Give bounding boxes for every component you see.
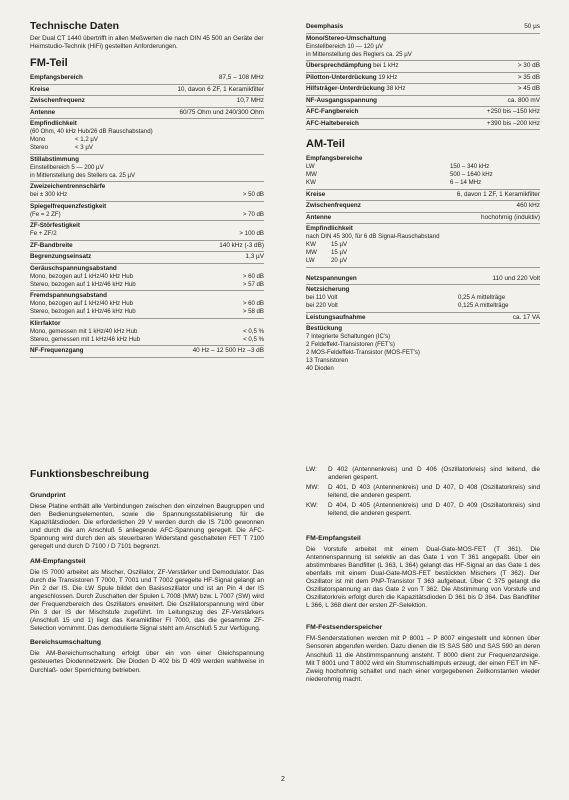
paragraph-fm-festsenderspeicher: FM-Senderstationen werden mit P 8001 – P 8007 eingestellt und können über Sensoren abgerufen werden. Dazu dienen die IS SAS 580 und SAS 590 an deren Anschluß 11 die Abstimmspannung ansteht. T 8000 dient zur Frequenzanzeige. Mit T 8001 und T 8002 wird ein Stummschaltimpuls erzeugt, der einen FET im NF-Zweig hochohmig schaltet und nach einer vorgegebenen Zeitkonstanten wieder niederohmig macht. (306, 635, 540, 683)
label: Übersprechdämpfung (306, 62, 372, 69)
am-antenne (306, 213, 540, 225)
fm-kreise (30, 85, 264, 97)
mono-label: Mono (30, 136, 46, 144)
value: 87,5 – 108 MHz (218, 74, 264, 82)
value-2: > 58 dB (242, 308, 264, 316)
paragraph-am-empfangsteil: Die IS 7000 arbeitet als Mischer, Oszillator, ZF-Verstärker und Demodulator. Das durch die Transistoren T 7000, T 7001 und T 7002 geregelte HF-Signal gelangt an Pin 2 der IS. Die LW Spule bildet den Basisoszillator und ist an Pin 4 der IS angeschlossen. Durch Zuschalten der Spulen L 7008 (MW) bzw. L 7007 (SW) wird der Frequenzbereich des Oszillators erweitert. Die Oszillatorspannung wird über Pin 3 der IS der Mischstufe zugeführt. Im Leitungszug des ZF-Verstärkers (Anschluß 15 und 1) liegt das Keramikfilter FI 7000, das die gesammte ZF-Selection vornimmt. Das demodulierte Signal steht am Anschluß 5 zur Verfügung. (30, 568, 264, 633)
value: +250 bis –150 kHz (486, 108, 540, 115)
am-zwischenfrequenz (306, 201, 540, 213)
am-empfindlichkeit (306, 224, 540, 268)
item: 2 MOS-Feldeffekt-Transistor (MOS-FET's) (306, 349, 420, 356)
left-spec-column (30, 20, 264, 358)
value: 460 kHz (516, 202, 540, 209)
heading-fm-empfangsteil: FM-Empfangsteil (306, 534, 361, 542)
value-2: 0,125 A mittelträge (458, 302, 509, 309)
section-title-technische-daten: Technische Daten (30, 20, 120, 32)
value: 1,3 µV (245, 253, 264, 261)
lw-value: 150 – 340 kHz (450, 163, 490, 170)
label: AFC-Fangbereich (306, 108, 359, 115)
label: ZF-Störfestigkeit (30, 222, 81, 230)
fm-antenne (30, 108, 264, 120)
paragraph-bereichsumschaltung: Die AM-Bereichumschaltung erfolgt über ein von einer Gleichspannung gesteuertes Diodennetzwerk. Die Dioden D 402 bis D 409 werden wahlweise in Durchlaß- oder Sperrichtung betrieben. (30, 650, 264, 674)
fm-empfindlichkeit (30, 119, 264, 155)
sub: (60 Ohm, 40 kHz Hub/26 dB Rauschabstand) (30, 128, 153, 136)
fm-nf-frequenzgang (30, 346, 264, 358)
fm-zf-stoerfestigkeit (30, 221, 264, 241)
netzsicherung (306, 285, 540, 313)
fm-afc-haltebereich (306, 119, 540, 131)
label: Bestückung (306, 325, 343, 332)
page-number: 2 (281, 776, 285, 783)
kw-label: KW (306, 241, 316, 248)
sub: 19 kHz (376, 73, 398, 81)
fm-fremdspannungsabstand (30, 291, 264, 319)
heading-bereichsumschaltung: Bereichsumschaltung (30, 639, 102, 647)
fm-nf-ausgangsspannung (306, 96, 540, 108)
right-spec-column (306, 22, 540, 375)
diode-lw (306, 466, 540, 482)
am-empfangsbereiche (306, 154, 540, 190)
paragraph-fm-empfangsteil: Die Vorstufe arbeitet mit einem Dual-Gate-MOS-FET (T 361). Die Antennenspannung ist selektiv an das Gate 1 von T 361 angepaßt. Über ein abstimmbares Bandfilter (L 363, L 364) gelangt das HF-Signal an das Gate 1 des ebenfalls mit einem Dual-Gate-MOS-FET bestückten Mischers (T 362). Der Oszillator ist mit dem PNP-Transistor T 363 aufgebaut. Über C 375 gelangt die Oszillatorspannung an das Gate 2 von T 362. Die Abstimmung von Vorstufe und Oszillatorkreis erfolgt durch die Kapazitätsdioden D 361 bis D 364. Das Bandfilter L 366, L 368 dient der ersten ZF-Selektion. (306, 545, 540, 610)
stereo-label: Stereo (30, 144, 48, 152)
value-2: < 0,5 % (243, 335, 264, 343)
fm-empfangsbereich (30, 73, 264, 85)
heading-grundprint: Grundprint (30, 492, 66, 499)
text: D 401, D 403 (Antennenkreis) und D 407, D 408 (Oszillatorkreis) sind leitend, die anderen gesperrt. (328, 484, 540, 500)
heading-am-empfangsteil: AM-Empfangsteil (30, 557, 86, 565)
stereo-value: < 3 µV (75, 144, 93, 152)
item: 40 Dioden (306, 365, 334, 372)
value: 110 und 220 Volt (492, 274, 540, 282)
label: Mono/Stereo-Umschaltung (306, 34, 387, 42)
label: Zweizeichentrennschärfe (30, 183, 106, 191)
netzspannungen (306, 274, 540, 286)
fm-hilfstraeger-unterdrueckung (306, 84, 540, 96)
value: > 70 dB (242, 210, 264, 218)
kw-value: 6 – 14 MHz (450, 179, 482, 186)
item: 13 Transistoren (306, 357, 349, 364)
label: Geräuschspannungsabstand (30, 264, 117, 272)
value: 10,7 MHz (236, 97, 264, 105)
fm-spiegelfrequenz (30, 202, 264, 222)
sub: bei 1 kHz (371, 62, 399, 69)
sub: 38 kHz (384, 85, 406, 92)
label: Leistungsaufnahme (306, 313, 366, 321)
label: Kreise (306, 190, 326, 198)
fm-zwischenfrequenz (30, 96, 264, 108)
line-2: bei 220 Volt (306, 302, 338, 309)
label: Netzsicherung (306, 286, 350, 293)
label: Deemphasis (306, 23, 344, 30)
fm-trennschaerfe (30, 182, 264, 202)
am-kreise (306, 190, 540, 202)
label: ZF-Bandbreite (30, 241, 73, 249)
fm-afc-fangbereich (306, 107, 540, 119)
label: AFC-Haltebereich (306, 119, 359, 127)
label: Spiegelfrequenzfestigkeit (30, 202, 107, 210)
lw-label: LW (306, 257, 315, 264)
mw-value: 15 µV (331, 249, 348, 256)
value: ca. 17 VA (512, 313, 540, 321)
value: 50 µs (524, 23, 540, 30)
value: hochohmig (induktiv) (481, 213, 540, 221)
label: Zwischenfrequenz (30, 97, 85, 105)
heading-fm-festsenderspeicher: FM-Festsenderspeicher (306, 624, 383, 632)
value: > 35 dB (517, 73, 540, 81)
value: ca. 800 mV (507, 96, 540, 104)
line-1: bei 110 Volt (306, 294, 338, 301)
line-1: Einstellbereich 5 — 200 µV (30, 163, 104, 171)
sub: nach DIN 45 300, für 6 dB Signal-Rauschabstand (306, 233, 440, 240)
fm-klirrfaktor (30, 319, 264, 347)
label: Begrenzungseinsatz (30, 253, 92, 261)
sub: bei ± 300 kHz (30, 191, 68, 199)
line-2: Stereo, bezogen auf 1 kHz/46 kHz Hub (30, 280, 136, 288)
item: 7 Integrierte Schaltungen (IC's) (306, 333, 391, 340)
label: Kreise (30, 85, 50, 93)
fm-stillabstimmung (30, 155, 264, 183)
value: > 30 dB (517, 62, 540, 69)
label: Hilfsträger-Unterdrückung (306, 85, 385, 92)
label: Empfangsbereiche (306, 155, 363, 162)
paragraph-grundprint: Diese Platine enthält alle Verbindungen zwischen den einzelnen Baugruppen und den Bedienungselementen, sowie die Spannungsstabilisierung für die Kapazitätsdioden. Die erforderlichen 29 V werden durch die IS 7100 gewonnen und durch die am Anschluß 5 anliegende AFC-Spannung geregelt. Die AFC-Spannung wird durch den als steuerbaren Widerstand geschalteten FET T 7100 geregelt und durch D 7100 / D 7101 begrenzt. (30, 503, 264, 551)
tag: KW: (306, 502, 318, 510)
sub: (Fe = 2 ZF) (30, 210, 61, 218)
text: D 402 (Antennenkreis) und D 406 (Oszillatorkreis) sind leitend, die anderen gesperrt. (328, 466, 540, 482)
tag: LW: (306, 466, 317, 473)
line-1: Mono, bezogen auf 1 kHz/40 kHz Hub (30, 272, 133, 280)
line-2: in Mittenstellung des Stellers ca. 25 µV (30, 171, 136, 179)
label: Netzspannungen (306, 274, 357, 282)
value-1: < 0,5 % (243, 327, 264, 335)
value: 140 kHz (-3 dB) (219, 241, 264, 249)
value: > 100 dB (239, 230, 264, 238)
funktion-left-column (30, 468, 264, 679)
line-1: Mono, bezogen auf 1 kHz/40 kHz Hub (30, 300, 133, 308)
label: Pilotton-Unterdrückung (306, 73, 377, 81)
fm-begrenzungseinsatz (30, 252, 264, 264)
label: NF-Ausgangsspannung (306, 96, 378, 104)
fm-deemphasis (306, 22, 540, 34)
label: Stillabstimmung (30, 155, 79, 163)
leistungsaufnahme (306, 313, 540, 325)
value: > 50 dB (242, 191, 264, 199)
fm-geraeuschspannungsabstand (30, 264, 264, 292)
kw-label: KW (306, 179, 316, 186)
value-2: > 57 dB (242, 280, 264, 288)
tag: MW: (306, 484, 320, 492)
value: 10, davon 6 ZF, 1 Keramikfilter (177, 85, 264, 93)
mw-label: MW (306, 249, 317, 256)
section-title-am: AM-Teil (306, 138, 345, 150)
label: Antenne (306, 213, 332, 221)
label: Zwischenfrequenz (306, 202, 361, 209)
line-2: Stereo, gemessen mit 1 kHz/46 kHz Hub (30, 335, 141, 343)
diode-mw (306, 484, 540, 500)
text: D 404, D 405 (Antennenkreis) und D 407, D 409 (Oszillatorkreis) sind leitend, die anderen gesperrt. (328, 502, 540, 518)
value: 40 Hz – 12 500 Hz –3 dB (192, 347, 264, 355)
value-1: > 60 dB (242, 272, 264, 280)
section-title-fm: FM-Teil (30, 57, 68, 70)
fm-uebersprechdaempfung (306, 61, 540, 73)
line-2: in Mittenstellung des Reglers ca. 25 µV (306, 50, 412, 58)
line-2: Stereo, bezogen auf 1 kHz/46 kHz Hub (30, 308, 136, 316)
intro-text: Der Dual CT 1440 übertrifft in allen Meßwerten die nach DIN 45 500 an Geräte der Heimstudio-Technik (HiFi) gestellten Anforderungen. (30, 35, 264, 51)
diode-kw (306, 502, 540, 518)
value: 60/75 Ohm und 240/300 Ohm (179, 108, 264, 116)
value: > 45 dB (517, 85, 540, 92)
lw-value: 20 µV (331, 257, 348, 264)
sub: Fe + ZF/2 (30, 230, 57, 238)
fm-mono-stereo-umschaltung (306, 34, 540, 62)
value-1: 0,25 A mittelträge (458, 294, 506, 301)
fm-zf-bandbreite (30, 241, 264, 253)
item: 2 Feldeffekt-Transistoren (FET's) (306, 341, 395, 348)
label: Klirrfaktor (30, 319, 61, 327)
funktion-right-column (306, 466, 540, 688)
kw-value: 15 µV (331, 241, 348, 248)
line-1: Einstellbereich 10 — 120 µV (306, 42, 384, 50)
mw-label: MW (306, 171, 317, 178)
bestueckung (306, 324, 540, 375)
label: Antenne (30, 108, 56, 116)
mono-value: < 1,2 µV (75, 136, 98, 144)
value-1: > 60 dB (242, 300, 264, 308)
label: NF-Frequenzgang (30, 347, 84, 355)
fm-pilotton-unterdrueckung (306, 73, 540, 85)
value: 6, davon 1 ZF, 1 Keramikfilter (456, 190, 540, 198)
line-1: Mono, gemessen mit 1 kHz/40 kHz Hub (30, 327, 138, 335)
label: Fremdspannungsabstand (30, 292, 107, 300)
label: Empfindlichkeit (306, 225, 353, 232)
label: Empfangsbereich (30, 74, 83, 82)
label: Empfindlichkeit (30, 120, 77, 128)
lw-label: LW (306, 163, 315, 170)
value: +390 bis –200 kHz (486, 119, 540, 127)
section-title-funktion: Funktionsbeschreibung (30, 468, 150, 480)
mw-value: 500 – 1640 kHz (450, 171, 493, 178)
